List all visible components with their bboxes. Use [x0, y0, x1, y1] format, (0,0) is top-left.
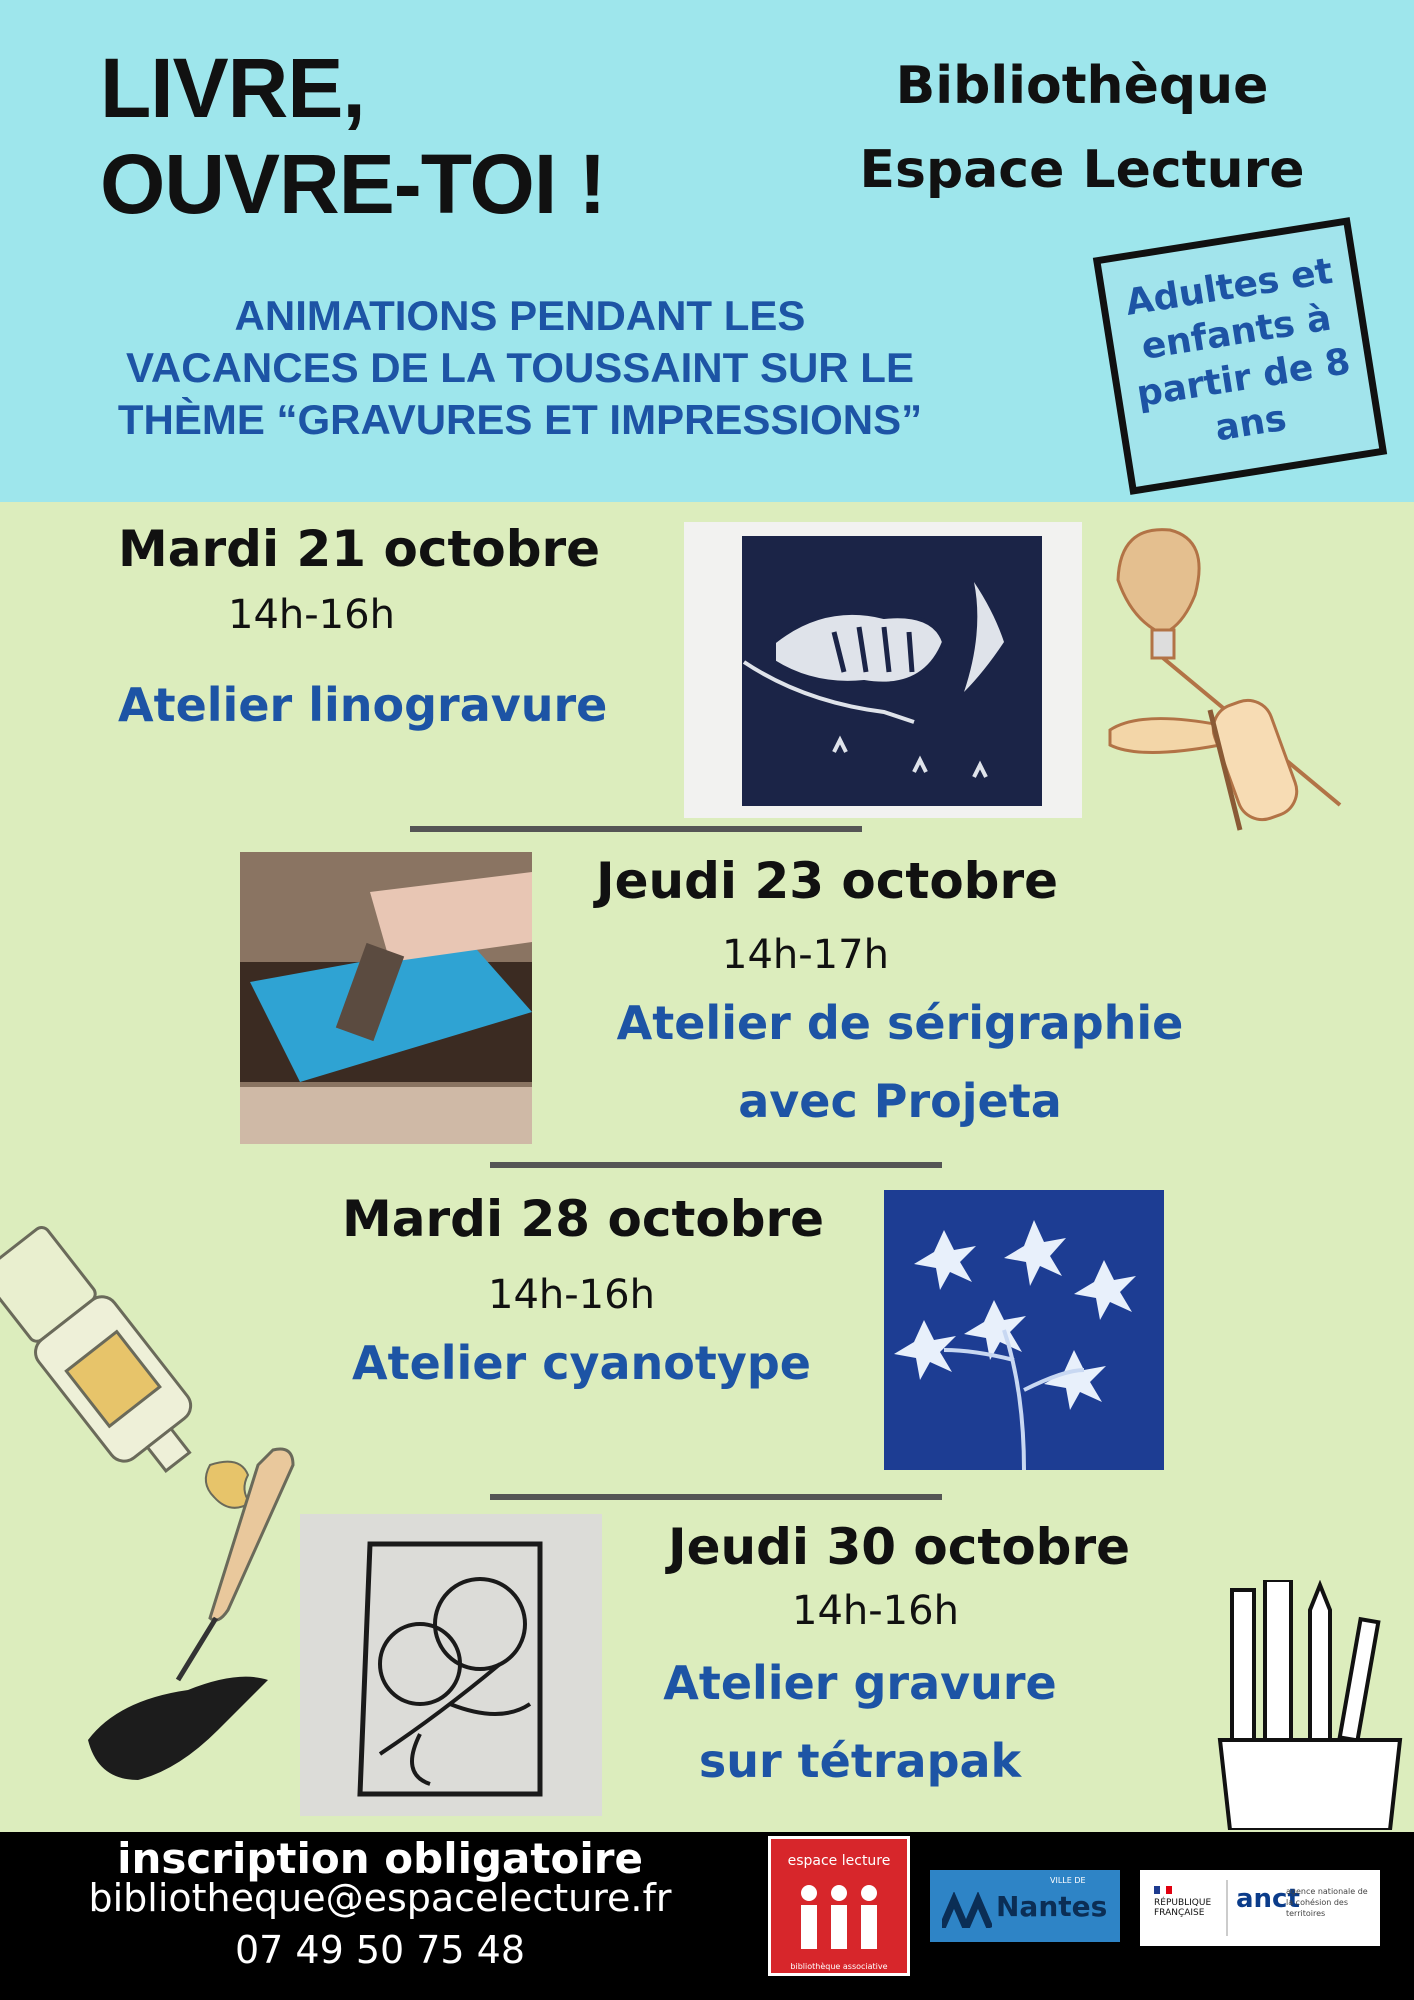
linocut-print-image	[684, 522, 1082, 818]
subtitle: ANIMATIONS PENDANT LES VACANCES DE LA TOUSSAINT SUR LE THÈME “GRAVURES ET IMPRESSIONS”	[117, 292, 923, 443]
event2-date: Jeudi 23 octobre	[596, 852, 1059, 910]
partners-logo: RÉPUBLIQUE FRANÇAISE anct agence nationale de la cohésion des territoires	[1140, 1870, 1380, 1946]
cyanotype-image	[884, 1190, 1164, 1470]
divider-2	[490, 1162, 942, 1168]
age-notice: Adultes et enfants à partir de 8 ans	[1122, 250, 1354, 450]
marianne-flag-icon	[1154, 1886, 1172, 1894]
carving-tools-illustration	[1100, 520, 1350, 840]
screenprint-photo	[240, 852, 532, 1144]
gouge-ink-illustration	[78, 1440, 368, 1800]
event1-atelier: Atelier linogravure	[118, 678, 608, 732]
divider-1	[410, 826, 862, 832]
library-name-line1: Bibliothèque	[895, 56, 1269, 116]
event4-date: Jeudi 30 octobre	[668, 1518, 1131, 1576]
pencil-cup-illustration	[1210, 1580, 1410, 1830]
espace-lecture-logo: espace lecture bibliothèque associative	[768, 1836, 910, 1976]
poster-title: LIVRE, OUVRE-TOI !	[100, 41, 606, 231]
contact-phone[interactable]: 07 49 50 75 48	[234, 1928, 526, 1972]
divider-3	[490, 1494, 942, 1500]
event1-date: Mardi 21 octobre	[118, 520, 601, 578]
library-name-line2: Espace Lecture	[859, 140, 1305, 200]
registration-notice: inscription obligatoire	[117, 1834, 643, 1883]
age-notice-box	[1093, 217, 1387, 495]
event4-atelier: Atelier gravure sur tétrapak	[663, 1656, 1057, 1788]
contact-email[interactable]: bibliotheque@espacelecture.fr	[88, 1876, 672, 1920]
nantes-logo: VILLE DE Nantes	[930, 1870, 1120, 1942]
event3-date: Mardi 28 octobre	[342, 1190, 825, 1248]
event3-time: 14h-16h	[488, 1272, 655, 1318]
event3-atelier: Atelier cyanotype	[352, 1336, 811, 1390]
event4-time: 14h-16h	[792, 1588, 959, 1634]
event1-time: 14h-16h	[228, 592, 395, 638]
event2-time: 14h-17h	[722, 932, 889, 978]
event2-atelier: Atelier de sérigraphie avec Projeta	[616, 996, 1184, 1128]
